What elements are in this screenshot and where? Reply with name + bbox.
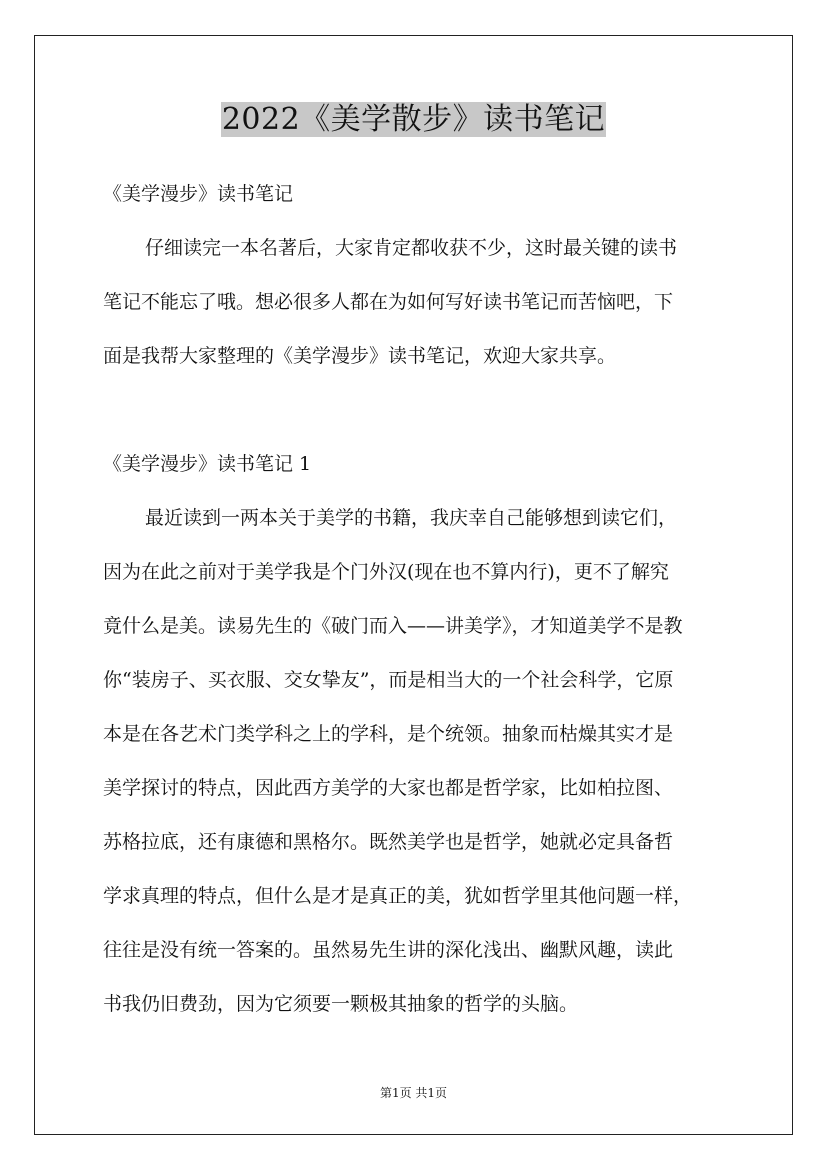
- document-title-text: 2022《美学散步》读书笔记: [221, 102, 606, 137]
- page-footer: 第1页 共1页: [379, 1086, 448, 1100]
- body-line-6: 美学探讨的特点，因此西方美学的大家也都是哲学家，比如柏拉图、: [103, 777, 674, 799]
- body-line-7: 苏格拉底，还有康德和黑格尔。既然美学也是哲学，她就必定具备哲: [103, 831, 674, 853]
- document-title: [0, 100, 827, 140]
- intro-line-1: 仔细读完一本名著后，大家肯定都收获不少，这时最关键的读书: [145, 237, 678, 259]
- body-line-1: 最近读到一两本关于美学的书籍，我庆幸自己能够想到读它们，: [145, 507, 678, 529]
- body-line-3: 竟什么是美。读易先生的《破门而入——讲美学》，才知道美学不是教: [103, 615, 683, 637]
- body-line-10: 书我仍旧费劲，因为它须要一颗极其抽象的哲学的头脑。: [103, 993, 579, 1015]
- body-line-4: 你“装房子、买衣服、交女挚友”，而是相当大的一个社会科学，它原: [103, 669, 674, 691]
- intro-line-2: 笔记不能忘了哦。想必很多人都在为如何写好读书笔记而苦恼吧，下: [103, 291, 674, 313]
- section-heading: 《美学漫步》读书笔记 1: [103, 453, 312, 475]
- body-line-5: 本是在各艺术门类学科之上的学科，是个统领。抽象而枯燥其实才是: [103, 723, 674, 745]
- body-line-8: 学求真理的特点，但什么是才是真正的美，犹如哲学里其他问题一样，: [103, 885, 693, 907]
- body-line-9: 往往是没有统一答案的。虽然易先生讲的深化浅出、幽默风趣，读此: [103, 939, 674, 961]
- subtitle: 《美学漫步》读书笔记: [103, 183, 294, 205]
- body-line-2: 因为在此之前对于美学我是个门外汉(现在也不算内行)，更不了解究: [103, 561, 669, 583]
- intro-line-3: 面是我帮大家整理的《美学漫步》读书笔记，欢迎大家共享。: [103, 345, 617, 367]
